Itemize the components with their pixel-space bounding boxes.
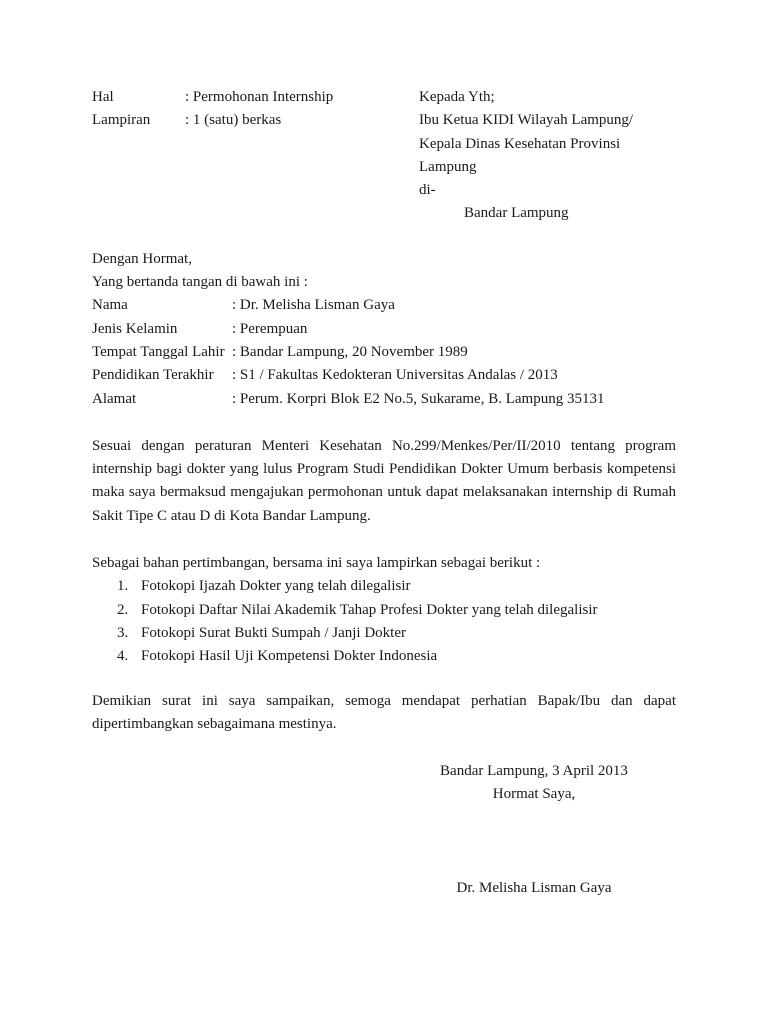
identity-row-tempat-tanggal-lahir: [92, 341, 676, 364]
recipient-line-1: Kepada Yth;: [419, 89, 495, 105]
intro-line: Yang bertanda tangan di bawah ini :: [92, 274, 308, 291]
subject-line: [92, 86, 419, 109]
closing-paragraph: Demikian surat ini saya sampaikan, semoga mendapat perhatian Bapak/Ibu dan dapat dipertimbangkan sebagaimana mestinya.: [92, 692, 676, 732]
attachments-intro: Sebagai bahan pertimbangan, bersama ini saya lampirkan sebagai berikut :: [92, 555, 541, 572]
attachment-number: 3.: [117, 624, 129, 641]
attachment-text: Fotokopi Ijazah Dokter yang telah dilegalisir: [141, 578, 411, 595]
attachment-number: 2.: [117, 601, 129, 618]
recipient-line-3: Kepala Dinas Kesehatan Provinsi Lampung: [419, 135, 621, 175]
identity-label: Alamat: [92, 390, 137, 407]
identity-block: [92, 294, 676, 410]
attachment-count-line: [92, 109, 419, 132]
letter-header: [92, 86, 676, 226]
salutation-block: [92, 248, 676, 295]
attachment-number: 1.: [117, 578, 129, 595]
attachment-item: [92, 575, 676, 598]
closing-greeting: Hormat Saya,: [492, 786, 576, 803]
meta-block: [92, 86, 419, 226]
attachment-item: [92, 599, 676, 622]
identity-label: Tempat Tanggal Lahir: [92, 343, 225, 360]
identity-label: Jenis Kelamin: [92, 320, 178, 337]
attachment-count-label: Lampiran: [92, 112, 151, 129]
recipient-line-2: Ibu Ketua KIDI Wilayah Lampung/: [419, 112, 634, 129]
identity-row-nama: [92, 294, 676, 317]
subject-value: : Permohonan Internship: [185, 89, 334, 105]
attachment-text: Fotokopi Daftar Nilai Akademik Tahap Profesi Dokter yang telah dilegalisir: [141, 601, 598, 618]
identity-row-alamat: [92, 388, 676, 411]
attachment-count-value: : 1 (satu) berkas: [185, 112, 282, 129]
identity-value: : Bandar Lampung, 20 November 1989: [232, 343, 468, 360]
recipient-line-4: di-: [419, 182, 436, 199]
recipient-block: [419, 86, 676, 226]
attachments-block: [92, 552, 676, 668]
body-paragraph: Sesuai dengan peraturan Menteri Kesehatan No.299/Menkes/Per/II/2010 tentang program internship bagi dokter yang lulus Program Studi Pendidikan Dokter Umum berbasis kompetensi maka saya bermaksud mengajukan permohonan untuk dapat melaksanakan internship di Rumah Sakit Tipe C atau D di Kota Bandar Lampung.: [92, 437, 676, 524]
identity-label: Pendidikan Terakhir: [92, 367, 214, 384]
signer-name: Dr. Melisha Lisman Gaya: [456, 879, 612, 896]
attachment-item: [92, 645, 676, 668]
identity-value: : Perum. Korpri Blok E2 No.5, Sukarame, B. Lampung 35131: [232, 390, 605, 407]
identity-row-pendidikan-terakhir: [92, 364, 676, 387]
signature-block: [392, 760, 676, 900]
identity-value: : Perempuan: [232, 320, 308, 337]
attachment-number: 4.: [117, 648, 129, 665]
attachment-text: Fotokopi Surat Bukti Sumpah / Janji Dokter: [141, 624, 406, 641]
recipient-city: Bandar Lampung: [464, 205, 569, 222]
subject-label: Hal: [92, 89, 114, 105]
attachment-item: [92, 622, 676, 645]
identity-label: Nama: [92, 297, 128, 314]
salutation: Dengan Hormat,: [92, 250, 192, 267]
date-place-line: Bandar Lampung, 3 April 2013: [440, 763, 628, 780]
identity-row-jenis-kelamin: [92, 318, 676, 341]
identity-value: : Dr. Melisha Lisman Gaya: [232, 297, 395, 314]
identity-value: : S1 / Fakultas Kedokteran Universitas Andalas / 2013: [232, 367, 558, 384]
attachment-text: Fotokopi Hasil Uji Kompetensi Dokter Indonesia: [141, 648, 438, 665]
